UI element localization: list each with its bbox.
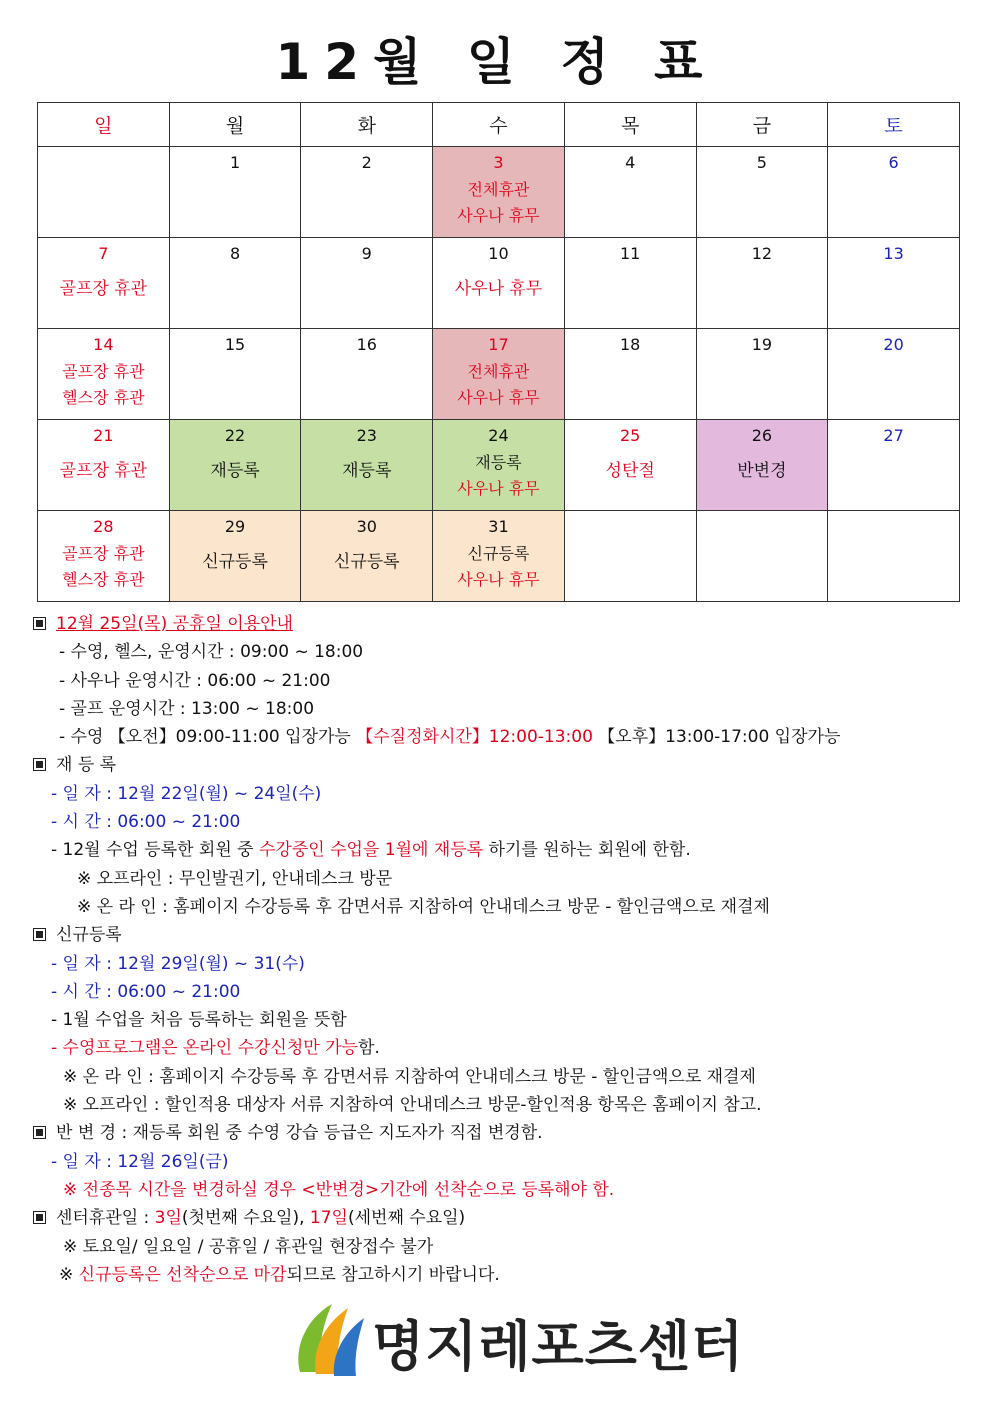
day-number: 28 (93, 517, 114, 536)
day-number: 19 (751, 335, 773, 354)
holiday-swim-line (33, 723, 963, 751)
holiday-line-3: - 골프 운영시간 : 13:00 ~ 18:00 (59, 698, 315, 719)
calendar-day-cell (828, 511, 960, 602)
calendar-week-row (38, 329, 960, 420)
notes-section (33, 610, 963, 1289)
calendar-day-cell (38, 329, 170, 420)
page-title: 12월 일 정 표 (275, 33, 717, 91)
reregister-online: ※ 온 라 인 : 홈페이지 수강등록 후 감면서류 지참하여 안내데스크 방문 - 할인금액으로 재결제 (77, 896, 770, 917)
weekday-sat: 토 (828, 103, 960, 147)
day-event: 반변경 (737, 461, 787, 481)
calendar-day-cell (301, 238, 433, 329)
calendar-day-cell (564, 329, 696, 420)
calendar-day-cell (564, 238, 696, 329)
day-event: 골프장 휴관 (59, 279, 148, 299)
day-number: 12 (751, 244, 773, 263)
day-event: 골프장 휴관 (62, 362, 145, 381)
day-number: 24 (488, 426, 509, 445)
calendar-day-cell (169, 511, 301, 602)
calendar-day-cell (301, 420, 433, 511)
calendar-day-cell (169, 329, 301, 420)
weekday-fri: 금 (696, 103, 828, 147)
swim-morning: - 수영 【오전】09:00-11:00 입장가능 (59, 727, 357, 748)
swim-afternoon: 【오후】13:00-17:00 입장가능 (592, 727, 841, 748)
calendar-day-cell (433, 420, 565, 511)
day-number: 20 (883, 335, 904, 354)
day-number: 9 (361, 244, 372, 263)
day-number: 7 (98, 244, 109, 263)
closure-line2-a: 신규등록은 선착순으로 마감 (78, 1264, 287, 1285)
calendar-day-cell (564, 147, 696, 238)
day-event: 골프장 휴관 (62, 544, 145, 563)
day-number: 18 (619, 335, 641, 354)
reregister-offline: ※ 오프라인 : 무인발권기, 안내데스크 방문 (77, 868, 393, 889)
calendar-day-cell (828, 147, 960, 238)
day-number: 22 (224, 426, 246, 445)
day-number (828, 517, 959, 541)
day-number: 29 (224, 517, 246, 536)
calendar-day-cell (696, 238, 828, 329)
day-event: 성탄절 (605, 461, 655, 481)
calendar-day-cell (828, 329, 960, 420)
day-number: 17 (488, 335, 509, 354)
calendar-day-cell (38, 238, 170, 329)
day-event: 골프장 휴관 (59, 461, 148, 481)
reregister-date: - 일 자 : 12월 22일(월) ~ 24일(수) (51, 783, 322, 804)
new-register-swim-b: 함. (357, 1038, 380, 1059)
day-event: 사우나 휴무 (457, 388, 540, 407)
day-number: 25 (619, 426, 641, 445)
day-number: 8 (229, 244, 241, 263)
holiday-line-1: - 수영, 헬스, 운영시간 : 09:00 ~ 18:00 (59, 642, 364, 663)
closure-line-2 (33, 1261, 963, 1289)
calendar-day-cell (433, 511, 565, 602)
calendar-week-row (38, 420, 960, 511)
day-number: 3 (493, 153, 504, 172)
calendar-day-cell (696, 329, 828, 420)
holiday-heading: 12월 25일(목) 공휴일 이용안내 (56, 614, 293, 634)
weekday-mon: 월 (169, 103, 301, 147)
swim-purify: 【수질정화시간】12:00-13:00 (356, 727, 593, 748)
day-number: 30 (356, 517, 377, 536)
day-number: 21 (93, 426, 114, 445)
day-number: 16 (356, 335, 377, 354)
day-event: 재등록 (210, 461, 260, 481)
calendar-day-cell (828, 420, 960, 511)
new-register-online: ※ 온 라 인 : 홈페이지 수강등록 후 감면서류 지참하여 안내데스크 방문 - 할인금액으로 재결제 (63, 1066, 756, 1087)
day-number: 27 (883, 426, 904, 445)
center-logo (292, 1300, 752, 1380)
calendar-day-cell (38, 420, 170, 511)
day-event: 신규등록 (333, 552, 400, 572)
weekday-thu: 목 (564, 103, 696, 147)
day-number: 23 (356, 426, 377, 445)
calendar-week-row (38, 511, 960, 602)
calendar-day-cell (433, 329, 565, 420)
square-bullet-icon (33, 928, 46, 941)
day-event: 사우나 휴무 (457, 479, 540, 498)
calendar-day-cell (433, 147, 565, 238)
day-number: 5 (756, 153, 767, 172)
calendar-table (37, 102, 960, 602)
calendar-day-cell (696, 511, 828, 602)
new-register-time: - 시 간 : 06:00 ~ 21:00 (51, 981, 241, 1002)
new-register-swim (33, 1034, 963, 1062)
weekday-tue: 화 (301, 103, 433, 147)
calendar-week-row (38, 238, 960, 329)
calendar-day-cell (696, 147, 828, 238)
holiday-line-2: - 사우나 운영시간 : 06:00 ~ 21:00 (59, 670, 331, 691)
weekday-wed: 수 (433, 103, 565, 147)
day-event: 전체휴관 (467, 362, 530, 381)
closure-day-17: 17일 (309, 1208, 348, 1229)
calendar-day-cell (301, 511, 433, 602)
closure-line2-star: ※ (59, 1264, 79, 1285)
day-number: 11 (619, 244, 641, 263)
calendar-day-cell (169, 147, 301, 238)
reregister-desc-a: - 12월 수업 등록한 회원 중 (51, 840, 259, 861)
closure-line-1: ※ 토요일/ 일요일 / 공휴일 / 휴관일 현장접수 불가 (63, 1236, 434, 1257)
closure-heading-line (33, 1204, 963, 1232)
new-register-desc: - 1월 수업을 처음 등록하는 회원을 뜻함 (51, 1010, 347, 1031)
day-event: 사우나 휴무 (457, 206, 540, 225)
day-number (38, 153, 169, 177)
closure-line2-b: 되므로 참고하시기 바랍니다. (286, 1264, 500, 1285)
reregister-desc (33, 836, 963, 864)
day-event: 전체휴관 (467, 180, 530, 199)
square-bullet-icon (33, 758, 46, 771)
day-event: 재등록 (342, 461, 392, 481)
square-bullet-icon (33, 1211, 46, 1224)
calendar-day-cell (564, 511, 696, 602)
new-register-swim-a: - 수영프로그램은 온라인 수강신청만 가능 (51, 1038, 358, 1059)
calendar-day-cell (828, 238, 960, 329)
new-register-heading-line (33, 921, 963, 949)
day-event: 헬스장 휴관 (62, 388, 145, 407)
day-number: 2 (361, 153, 372, 172)
day-number: 4 (625, 153, 636, 172)
calendar-day-cell (433, 238, 565, 329)
logo-text: 명지레포츠센터 (372, 1315, 745, 1378)
calendar-day-cell (564, 420, 696, 511)
calendar-day-cell (169, 238, 301, 329)
square-bullet-icon (33, 617, 46, 630)
new-register-heading: 신규등록 (56, 925, 122, 946)
closure-heading-c: (첫번째 수요일), (181, 1208, 310, 1229)
day-number: 10 (488, 244, 509, 263)
day-event: 사우나 휴무 (454, 279, 543, 299)
day-event: 재등록 (475, 453, 522, 472)
class-change-heading-line (33, 1119, 963, 1147)
day-number: 26 (751, 426, 773, 445)
day-number (697, 517, 828, 541)
day-number: 13 (883, 244, 904, 263)
calendar-body (38, 147, 960, 602)
calendar-day-cell (169, 420, 301, 511)
reregister-desc-c: 하기를 원하는 회원에 한함. (483, 840, 691, 861)
day-event: 헬스장 휴관 (62, 570, 145, 589)
new-register-date: - 일 자 : 12월 29일(월) ~ 31(수) (51, 953, 305, 974)
day-event: 사우나 휴무 (457, 570, 540, 589)
calendar-day-cell (301, 147, 433, 238)
closure-day-3: 3일 (154, 1208, 182, 1229)
weekday-header-row (38, 103, 960, 147)
day-number: 31 (488, 517, 509, 536)
day-number: 14 (93, 335, 114, 354)
closure-heading-e: (세번째 수요일) (347, 1208, 466, 1229)
leaf-logo-icon (292, 1300, 368, 1380)
day-number (565, 517, 696, 541)
reregister-time: - 시 간 : 06:00 ~ 21:00 (51, 812, 241, 833)
holiday-heading-line (33, 610, 963, 638)
square-bullet-icon (33, 1126, 46, 1139)
weekday-sun: 일 (38, 103, 170, 147)
reregister-heading: 재 등 록 (56, 755, 117, 776)
day-event: 신규등록 (467, 544, 530, 563)
day-event: 신규등록 (202, 552, 268, 572)
class-change-warning: ※ 전종목 시간을 변경하실 경우 <반변경>기간에 선착순으로 등록해야 함. (63, 1179, 615, 1200)
new-register-offline: ※ 오프라인 : 할인적용 대상자 서류 지참하여 안내데스크 방문-할인적용 항목은 홈페이지 참고. (63, 1095, 762, 1116)
class-change-heading: 반 변 경 : 재등록 회원 중 수영 강습 등급은 지도자가 직접 변경함. (56, 1123, 543, 1144)
calendar-day-cell (696, 420, 828, 511)
closure-heading-a: 센터휴관일 : (56, 1208, 155, 1229)
calendar-day-cell (301, 329, 433, 420)
reregister-heading-line (33, 751, 963, 779)
calendar-day-cell (38, 147, 170, 238)
calendar-week-row (38, 147, 960, 238)
day-number: 6 (888, 153, 899, 172)
day-number: 15 (224, 335, 246, 354)
day-number: 1 (229, 153, 241, 172)
class-change-date: - 일 자 : 12월 26일(금) (51, 1151, 229, 1172)
reregister-desc-b: 수강중인 수업을 1월에 재등록 (259, 840, 484, 861)
calendar-day-cell (38, 511, 170, 602)
